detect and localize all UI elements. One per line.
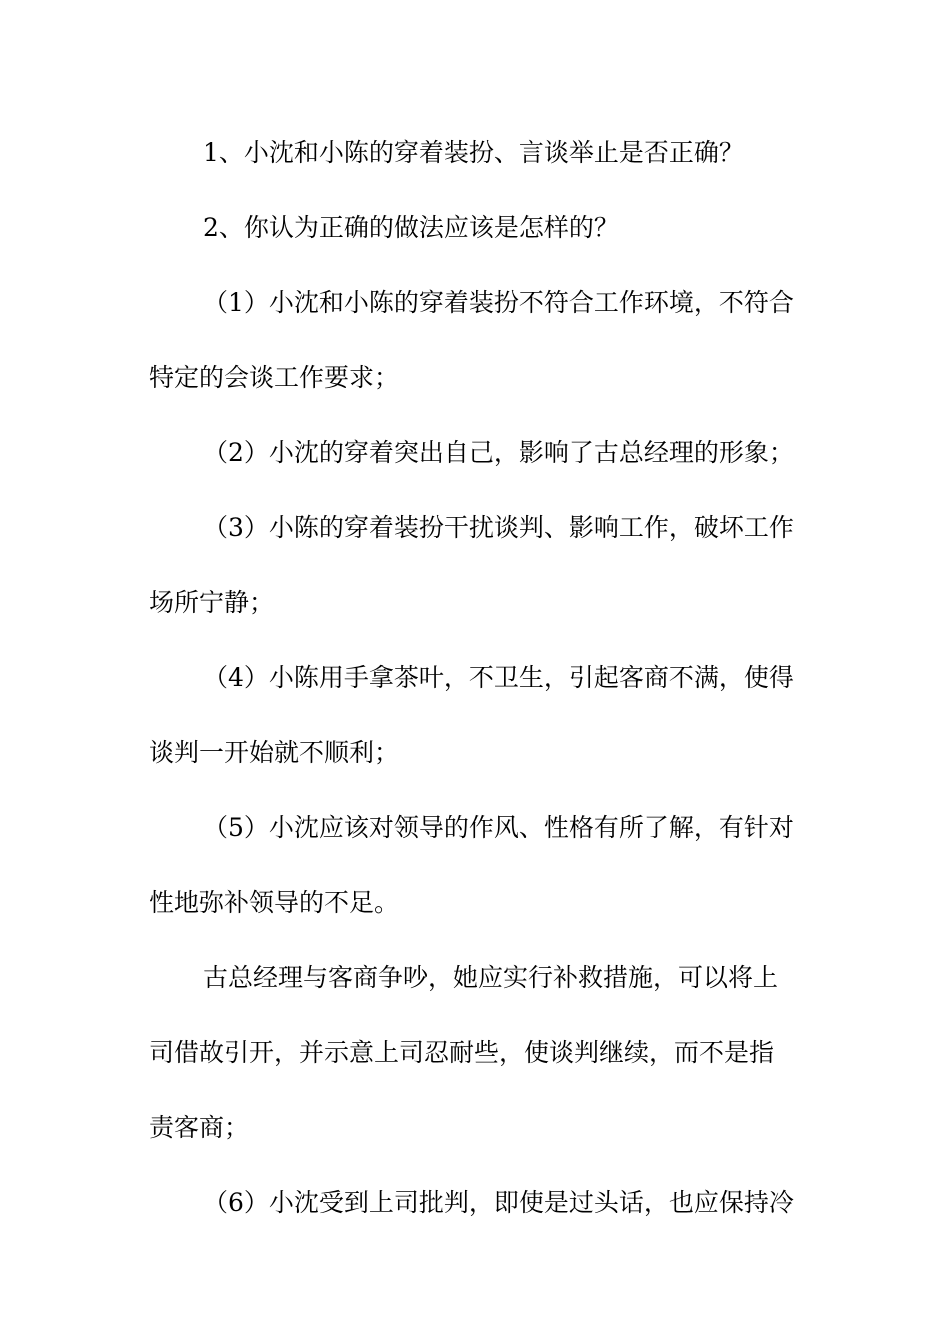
answer-3-line-2: 场所宁静； <box>149 588 275 617</box>
answer-1-line-1: （1）小沈和小陈的穿着装扮不符合工作环境，不符合 <box>203 288 794 317</box>
paragraph-line-1: 古总经理与客商争吵，她应实行补救措施，可以将上 <box>203 963 779 992</box>
answer-3-line-1: （3）小陈的穿着装扮干扰谈判、影响工作，破坏工作 <box>203 513 794 542</box>
answer-2: （2）小沈的穿着突出自己，影响了古总经理的形象； <box>203 438 794 467</box>
paragraph-line-3: 责客商； <box>149 1113 250 1142</box>
answer-4-line-1: （4）小陈用手拿茶叶，不卫生，引起客商不满，使得 <box>203 663 794 692</box>
answer-1-line-2: 特定的会谈工作要求； <box>149 363 400 392</box>
answer-4-line-2: 谈判一开始就不顺利； <box>149 738 400 767</box>
answer-5-line-1: （5）小沈应该对领导的作风、性格有所了解，有针对 <box>203 813 794 842</box>
answer-5-line-2: 性地弥补领导的不足。 <box>149 888 400 917</box>
question-1: 1、小沈和小陈的穿着装扮、言谈举止是否正确？ <box>203 138 744 167</box>
answer-6-line-1: （6）小沈受到上司批判，即使是过头话，也应保持冷 <box>203 1188 794 1217</box>
paragraph-line-2: 司借故引开，并示意上司忍耐些，使谈判继续，而不是指 <box>149 1038 775 1067</box>
question-2: 2、你认为正确的做法应该是怎样的？ <box>203 213 619 242</box>
